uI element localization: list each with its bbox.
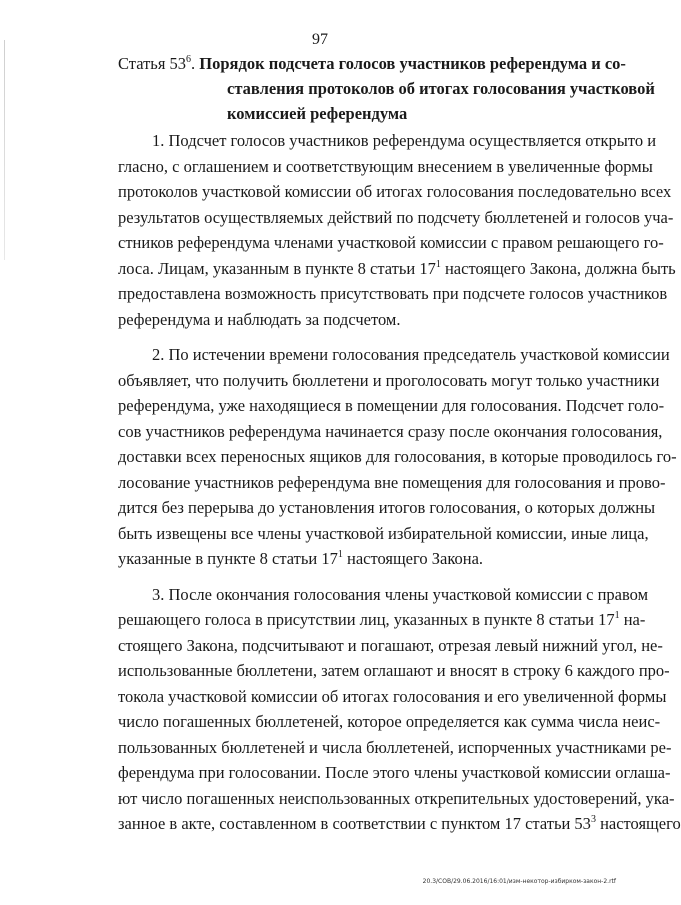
article-title-line-2: ставления протоколов об итогах голосования участковой [227, 79, 655, 98]
text-line: объявляет, что получить бюллетени и проголосовать могут только участники [118, 370, 660, 390]
article-body [118, 128, 681, 847]
text-line: 2. По истечении времени голосования председатель участковой комиссии [152, 345, 670, 364]
text-line: лоса. Лицам, указанным в пункте 8 статьи $17^1$ настоящего Закона, должна быть [118, 258, 676, 278]
text-line: дится без перерыва до установления итогов голосования, о которых должны [118, 498, 656, 517]
scan-edge-mark [4, 40, 5, 260]
reference-superscript: 1 [614, 610, 620, 621]
text-line: указанные в пункте 8 статьи $17^1$ настоящего Закона. [118, 549, 484, 568]
text-line: решающего голоса в присутствии лиц, указанных в пункте 8 статьи $17^1$ на- [118, 610, 646, 629]
page-number: 97 [312, 31, 328, 48]
text-line: занное в акте, составленном в соответствии с пунктом 17 статьи $53^3$ настоящего [118, 814, 681, 833]
text-line: ферендума при голосовании. После этого члены участковой комиссии оглаша- [118, 763, 671, 782]
text-line: доставки всех переносных ящиков для голосования, в которые проводилось го- [118, 447, 677, 466]
text-line: сов участников референдума начинается сразу после окончания голосования, [118, 421, 663, 441]
article-heading [118, 51, 655, 126]
article-title-line-3: комиссией референдума [227, 104, 408, 123]
text-line: 1. Подсчет голосов участников референдума осуществляется открыто и [152, 131, 657, 150]
text-line: референдума, уже находящиеся в помещении для голосования. Подсчет голо- [118, 396, 665, 415]
article-title-line-1: Порядок подсчета голосов участников референдума и со- [199, 54, 626, 73]
text-line: стоящего Закона, подсчитывают и погашают, отрезая левый нижний угол, не- [118, 635, 663, 655]
paragraph-1 [118, 128, 676, 332]
text-line: стников референдума членами участковой комиссии с правом решающего го- [118, 233, 664, 252]
text-line: гласно, с оглашением и соответствующим внесением в увеличенные формы [118, 156, 653, 176]
footer-file-code: 20.3/СОВ/29.06.2016/16:01/изм-некотор-избирком-закон-2.rtf [422, 878, 616, 885]
text-line: 3. После окончания голосования члены участковой комиссии с правом [152, 584, 649, 604]
text-line: протоколов участковой комиссии об итогах голосования последовательно всех [118, 182, 672, 201]
article-number: Статья $53^6$. [118, 54, 200, 73]
text-line: токола участковой комиссии об итогах голосования и его увеличенной формы [118, 686, 667, 706]
text-line: число погашенных бюллетеней, которое определяется как сумма числа неис- [118, 712, 661, 731]
paragraph-2 [118, 342, 677, 572]
paragraph-3 [118, 582, 681, 837]
reference-superscript: 3 [590, 814, 596, 825]
text-line: предоставлена возможность присутствовать при подсчете голосов участников [118, 284, 668, 303]
heading-line-1 [118, 51, 626, 76]
text-line: референдума и наблюдать за подсчетом. [118, 309, 401, 329]
article-number-superscript: 6 [186, 54, 192, 65]
text-line: лосование участников референдума вне помещения для голосования и прово- [118, 472, 666, 492]
reference-superscript: 1 [435, 258, 441, 270]
text-line: ют число погашенных неиспользованных открепительных удостоверений, ука- [118, 788, 675, 808]
text-line: пользованных бюллетеней и числа бюллетеней, испорченных участниками ре- [118, 737, 672, 757]
text-line: использованные бюллетени, затем оглашают и вносят в строку 6 каждого про- [118, 661, 670, 680]
text-line: результатов осуществляемых действий по подсчету бюллетеней и голосов уча- [118, 207, 674, 227]
text-line: быть извещены все члены участковой избирательной комиссии, иные лица, [118, 523, 649, 543]
reference-superscript: 1 [337, 549, 343, 560]
